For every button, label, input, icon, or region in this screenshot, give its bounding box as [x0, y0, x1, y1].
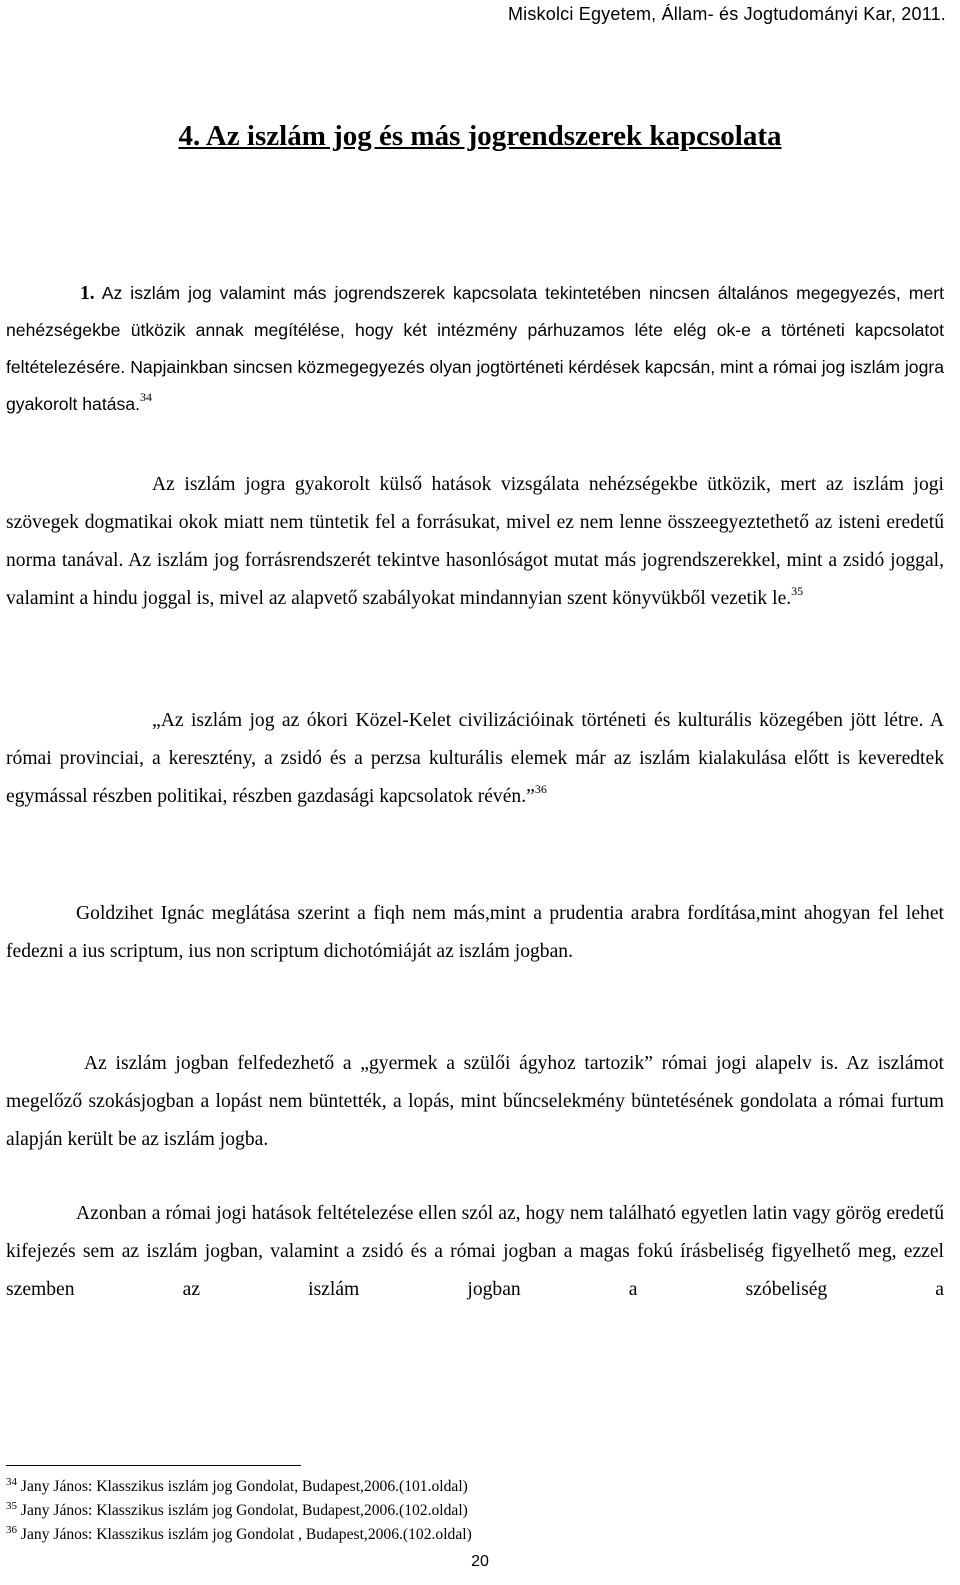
paragraph-3 — [6, 702, 944, 816]
footnote-text: Jany János: Klasszikus iszlám jog Gondolat , Budapest,2006.(102.oldal) — [20, 1526, 472, 1543]
footnote-ref-36: 36 — [534, 782, 547, 796]
paragraph-6 — [6, 1195, 944, 1309]
paragraph-2 — [6, 466, 944, 618]
paragraph-4-text: Goldzihet Ignác meglátása szerint a fiqh nem más,mint a prudentia arabra fordítása,mint ahogyan fel lehet fedezni a ius scriptum, ius non scriptum dichotómiáját az iszlám jogban. — [6, 903, 944, 962]
paragraph-1 — [6, 275, 944, 423]
paragraph-5 — [6, 1045, 944, 1159]
footnote-text: Jany János: Klasszikus iszlám jog Gondolat, Budapest,2006.(102.oldal) — [20, 1502, 468, 1519]
paragraph-2-text: Az iszlám jogra gyakorolt külső hatások vizsgálata nehézségekbe ütközik, mert az iszlám jogi szövegek dogmatikai okok miatt nem tüntetik fel a forrásukat, mivel ez nem lenne összeegyeztethető az isteni eredetű norma tanával. Az iszlám jog forrásrendszerét tekintve hasonlóságot mutat más jogrendszerekkel, mint a zsidó joggal, valamint a hindu joggal is, mivel az alapvető szabályokat mindannyian szent könyvükből vezetik le. — [6, 474, 944, 609]
footnote-36 — [6, 1526, 472, 1544]
footnote-text: Jany János: Klasszikus iszlám jog Gondolat, Budapest,2006.(101.oldal) — [20, 1478, 468, 1495]
footnote-number: 36 — [6, 1524, 17, 1536]
paragraph-1-text-b: Napjainkban sincsen közmegegyezés olyan jogtörténeti kérdések kapcsán, mint a római jog iszlám jogra gyakorolt hatása. — [6, 357, 944, 414]
footnote-35 — [6, 1502, 468, 1520]
footnote-number: 35 — [6, 1500, 17, 1512]
paragraph-5-text: Az iszlám jogban felfedezhető a „gyermek a szülői ágyhoz tartozik” római jogi alapelv is. Az iszlámot megelőző szokásjogban a lopást nem büntették, a lopás, mint bűncselekmény büntetésének gondolata a római furtum alapján került be az iszlám jogba. — [6, 1053, 944, 1150]
page-number: 20 — [471, 1553, 489, 1570]
paragraph-4 — [6, 895, 944, 971]
section-heading: 4. Az iszlám jog és más jogrendszerek kapcsolata — [178, 120, 782, 152]
footnote-ref-34: 34 — [140, 390, 152, 404]
page-header: Miskolci Egyetem, Állam- és Jogtudományi Kar, 2011. — [507, 4, 946, 24]
paragraph-3-text: „Az iszlám jog az ókori Közel-Kelet civilizációinak történeti és kulturális közegében jött létre. A római provinciai, a keresztény, a zsidó és a perzsa kulturális elemek már az iszlám kialakulása előtt is keveredtek egymással részben politikai, részben gazdasági kapcsolatok révén.” — [6, 710, 944, 807]
footnote-number: 34 — [6, 1476, 17, 1488]
paragraph-number: 1. — [80, 283, 95, 304]
footnote-34 — [6, 1478, 468, 1496]
paragraph-6-text: Azonban a római jogi hatások feltételezése ellen szól az, hogy nem található egyetlen latin vagy görög eredetű kifejezés sem az iszlám jogban, valamint a zsidó és a római jogban a magas fokú írásbeliség figyelhető meg, ezzel szemben az iszlám jogban a szóbeliség a — [6, 1203, 944, 1300]
footnote-ref-35: 35 — [791, 584, 804, 598]
footnote-separator — [6, 1465, 301, 1466]
paragraph-1-text-a: Az iszlám jog valamint más jogrendszerek kapcsolata tekintetében nincsen általános megegyezés, mert nehézségekbe ütközik annak megítélése, hogy két intézmény párhuzamos léte elég ok-e a történeti kapcsolatot feltételezésére. — [6, 283, 944, 377]
